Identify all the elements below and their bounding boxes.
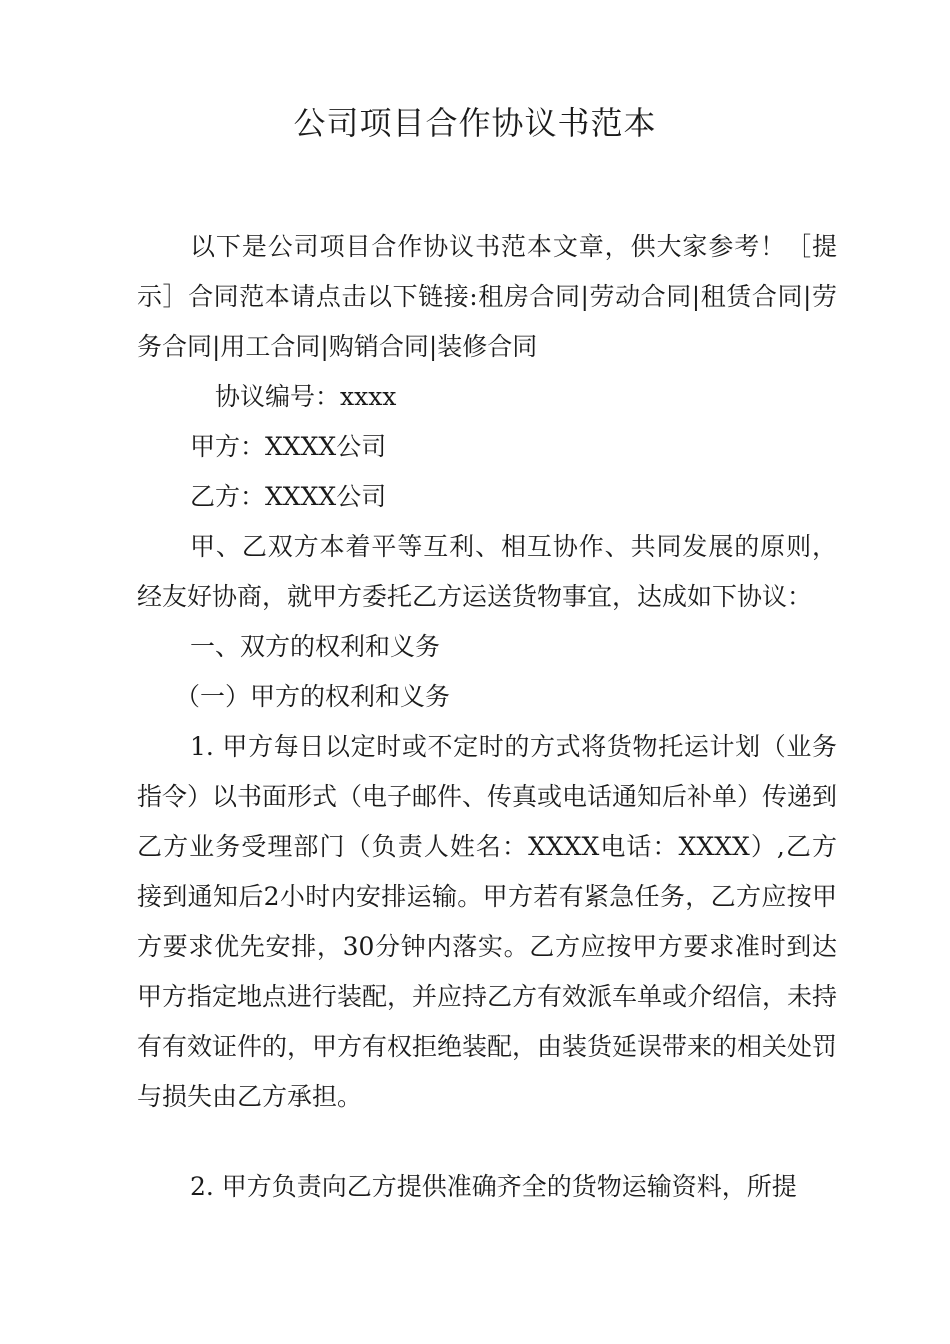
document-body [137,222,837,1212]
intro-paragraph: 以下是公司项目合作协议书范本文章，供大家参考！［提示］合同范本请点击以下链接:租房合同|劳动合同|租赁合同|劳务合同|用工合同|购销合同|装修合同 [137,232,837,361]
section-heading-1: 一、双方的权利和义务 [190,632,441,661]
party-b: 乙方：XXXX公司 [190,482,387,511]
clause-2: 2. 甲方负责向乙方提供准确齐全的货物运输资料，所提 [190,1172,797,1201]
preamble-paragraph: 甲、乙双方本着平等互利、相互协作、共同发展的原则，经友好协商，就甲方委托乙方运送货物事宜，达成如下协议： [137,532,837,611]
clause-1: 1. 甲方每日以定时或不定时的方式将货物托运计划（业务指令）以书面形式（电子邮件、传真或电话通知后补单）传递到乙方业务受理部门（负责人姓名：XXXX电话：XXXX）,乙方接到通知后2小时内安排运输。甲方若有紧急任务，乙方应按甲方要求优先安排，30分钟内落实。乙方应按甲方要求准时到达甲方指定地点进行装配，并应持乙方有效派车单或介绍信，未持有有效证件的，甲方有权拒绝装配，由装货延误带来的相关处罚与损失由乙方承担。 [137,732,838,1111]
document-title: 公司项目合作协议书范本 [293,104,657,142]
subsection-heading-1: （一）甲方的权利和义务 [175,682,451,711]
agreement-number: 协议编号：xxxx [215,382,397,411]
party-a: 甲方：XXXX公司 [190,432,387,461]
